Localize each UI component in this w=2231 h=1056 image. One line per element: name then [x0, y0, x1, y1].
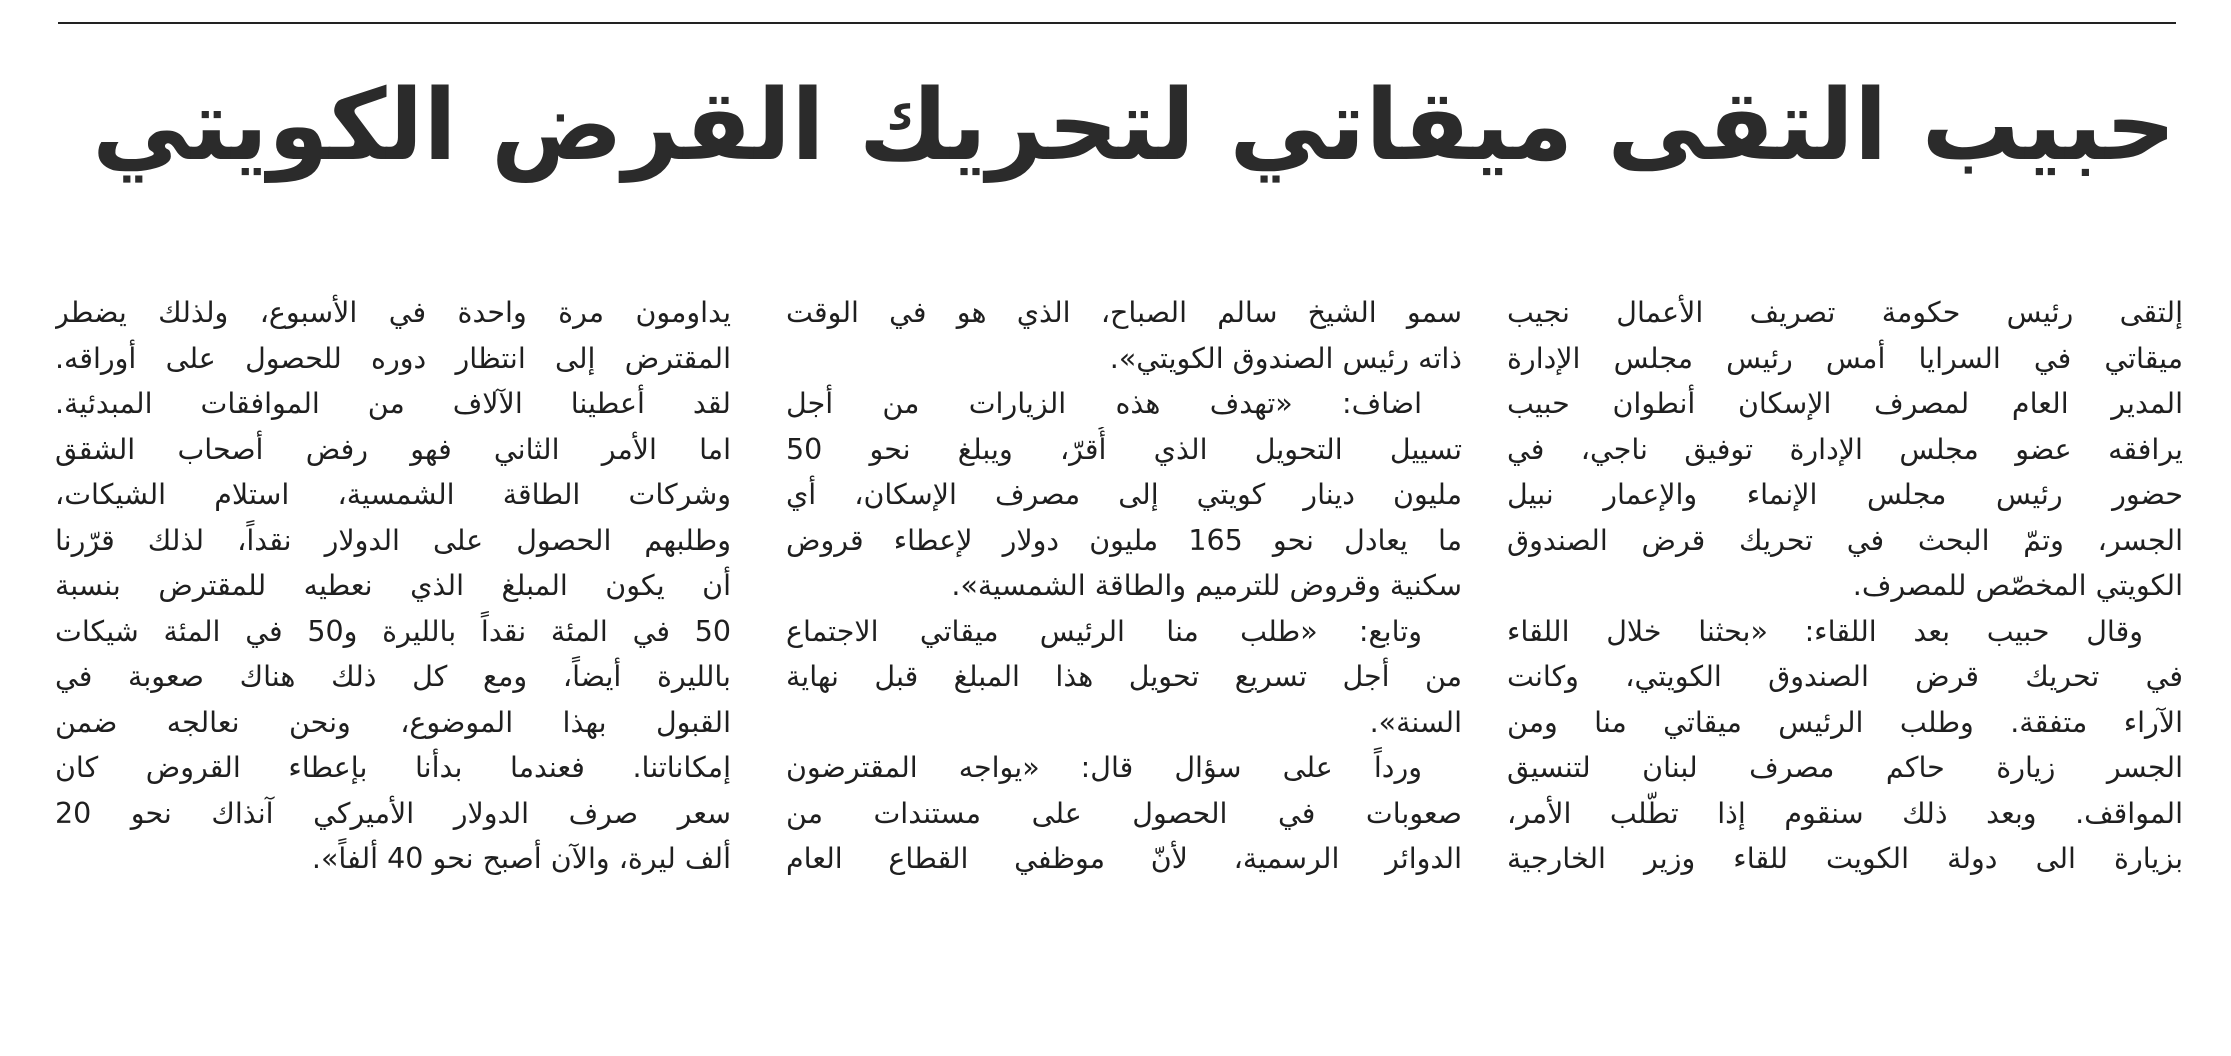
article-text-line: المدير العام لمصرف الإسكان أنطوان حبيب: [1507, 387, 2183, 420]
article-text-line: المقترض إلى انتظار دوره للحصول على أوراقه.: [55, 341, 731, 375]
article-text-line: سمو الشيخ سالم الصباح، الذي هو في الوقت: [786, 296, 1462, 329]
article-text-line: اضاف: «تهدف هذه الزيارات من أجل: [786, 387, 1422, 420]
article-text-line: لقد أعطينا الآلاف من الموافقات المبدئية.: [55, 387, 731, 420]
article-text-line: بزيارة الى دولة الكويت للقاء وزير الخارجية: [1507, 842, 2183, 875]
article-text-line: يداومون مرة واحدة في الأسبوع، ولذلك يضطر: [55, 296, 731, 329]
article-text-line: المواقف. وبعد ذلك سنقوم إذا تطّلب الأمر،: [1507, 796, 2183, 830]
article-text-line: وقال حبيب بعد اللقاء: «بحثنا خلال اللقاء: [1507, 614, 2143, 648]
article-text-line: الدوائر الرسمية، لأنّ موظفي القطاع العام: [786, 842, 1462, 875]
article-text-line: يرافقه عضو مجلس الإدارة توفيق ناجي، في: [1507, 432, 2183, 466]
article-text-line: صعوبات في الحصول على مستندات من: [786, 796, 1462, 830]
article-text-line: في تحريك قرض الصندوق الكويتي، وكانت: [1507, 660, 2183, 693]
article-text-line: الجسر زيارة حاكم مصرف لبنان لتنسيق: [1507, 751, 2183, 784]
article-text-line: إمكاناتنا. فعندما بدأنا بإعطاء القروض كان: [55, 751, 731, 784]
article-text-line: وطلبهم الحصول على الدولار نقداً، لذلك قرّرنا: [55, 523, 731, 557]
article-text-line: سعر صرف الدولار الأميركي آنذاك نحو 20: [55, 796, 731, 830]
article-column-1: [1507, 290, 2183, 882]
article-text-line: من أجل تسريع تحويل هذا المبلغ قبل نهاية: [786, 660, 1462, 693]
article-text-line: بالليرة أيضاً، ومع كل ذلك هناك صعوبة في: [55, 660, 731, 693]
article-column-2: [786, 290, 1462, 882]
article-text-line: ألف ليرة، والآن أصبح نحو 40 ألفاً».: [311, 842, 731, 875]
article-text-line: الكويتي المخصّص للمصرف.: [1852, 569, 2183, 602]
article-text-line: الآراء متفقة. وطلب الرئيس ميقاتي منا ومن: [1507, 705, 2183, 739]
article-text-line: أن يكون المبلغ الذي نعطيه للمقترض بنسبة: [55, 569, 731, 602]
article-text-line: اما الأمر الثاني فهو رفض أصحاب الشقق: [55, 432, 731, 466]
top-rule: [58, 22, 2176, 24]
article-text-line: ورداً على سؤال قال: «يواجه المقترضون: [786, 751, 1422, 784]
article-text-line: وتابع: «طلب منا الرئيس ميقاتي الاجتماع: [786, 614, 1422, 648]
article-column-3: [55, 290, 731, 882]
article-text-line: حضور رئيس مجلس الإنماء والإعمار نبيل: [1507, 478, 2183, 511]
article-text-line: سكنية وقروض للترميم والطاقة الشمسية».: [951, 569, 1462, 602]
article-text-line: وشركات الطاقة الشمسية، استلام الشيكات،: [55, 478, 731, 511]
article-text-line: ذاته رئيس الصندوق الكويتي».: [1109, 341, 1462, 375]
article-text-line: إلتقى رئيس حكومة تصريف الأعمال نجيب: [1507, 296, 2183, 329]
article-text-line: 50 في المئة نقداً بالليرة و50 في المئة شيكات: [55, 614, 731, 648]
article-headline: حبيب التقى ميقاتي لتحريك القرض الكويتي: [92, 69, 2176, 183]
article-text-line: تسييل التحويل الذي أُقرّ، ويبلغ نحو 50: [786, 432, 1462, 466]
article-text-line: ما يعادل نحو 165 مليون دولار لإعطاء قروض: [786, 523, 1462, 557]
article-text-line: الجسر، وتمّ البحث في تحريك قرض الصندوق: [1507, 523, 2183, 557]
article-text-line: مليون دينار كويتي إلى مصرف الإسكان، أي: [786, 478, 1462, 511]
article-text-line: القبول بهذا الموضوع، ونحن نعالجه ضمن: [55, 705, 731, 739]
article-text-line: السنة».: [1369, 705, 1462, 739]
article-text-line: ميقاتي في السرايا أمس رئيس مجلس الإدارة: [1507, 341, 2183, 375]
